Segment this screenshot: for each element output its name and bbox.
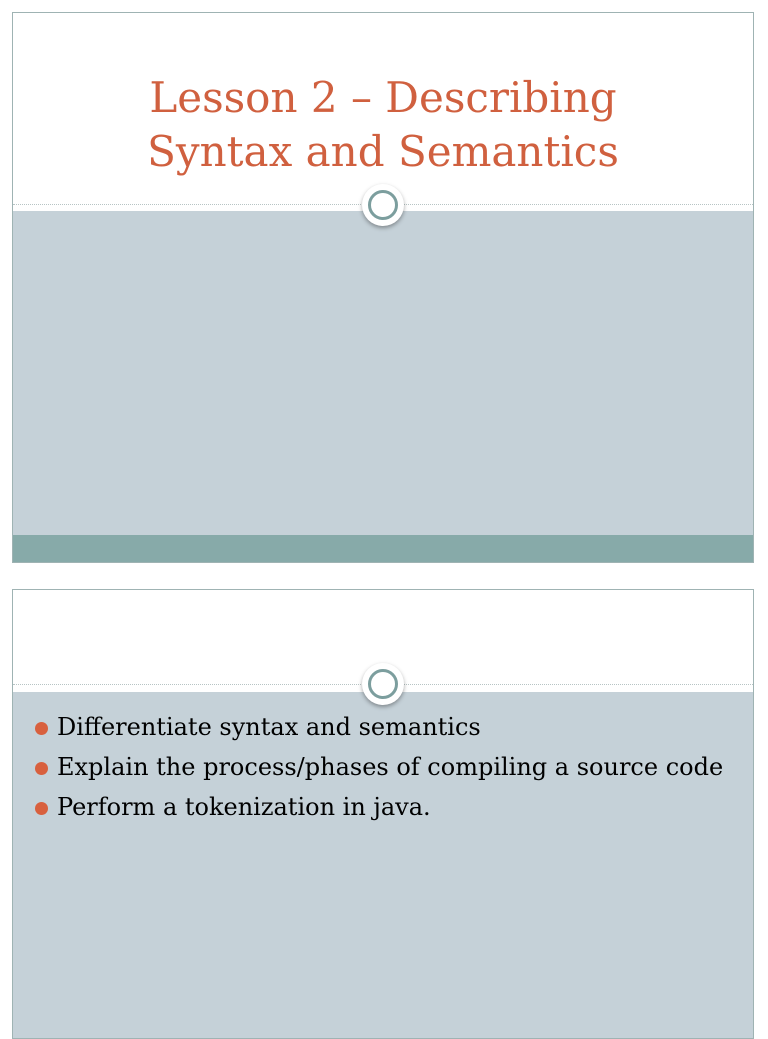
slide-1 — [12, 12, 754, 563]
slide-title-line-2: Syntax and Semantics — [147, 127, 619, 176]
slide-title — [13, 71, 753, 179]
divider-ring-icon — [362, 184, 404, 226]
bullet-dot-icon — [35, 722, 48, 735]
bullet-text: Differentiate syntax and semantics — [57, 713, 481, 741]
slide-title-area — [13, 13, 753, 203]
slide-title-line-1: Lesson 2 – Describing — [149, 73, 617, 122]
bullet-item — [35, 750, 733, 784]
slide-footer-band — [13, 535, 753, 562]
bullet-text: Perform a tokenization in java. — [57, 793, 431, 821]
slide-body — [13, 211, 753, 535]
bullet-text: Explain the process/phases of compiling a source code — [57, 753, 724, 781]
bullet-list — [35, 710, 733, 830]
bullet-item — [35, 710, 733, 744]
divider-ring-icon — [362, 663, 404, 705]
bullet-dot-icon — [35, 762, 48, 775]
bullet-item — [35, 790, 733, 824]
bullet-dot-icon — [35, 802, 48, 815]
slide-2 — [12, 589, 754, 1039]
